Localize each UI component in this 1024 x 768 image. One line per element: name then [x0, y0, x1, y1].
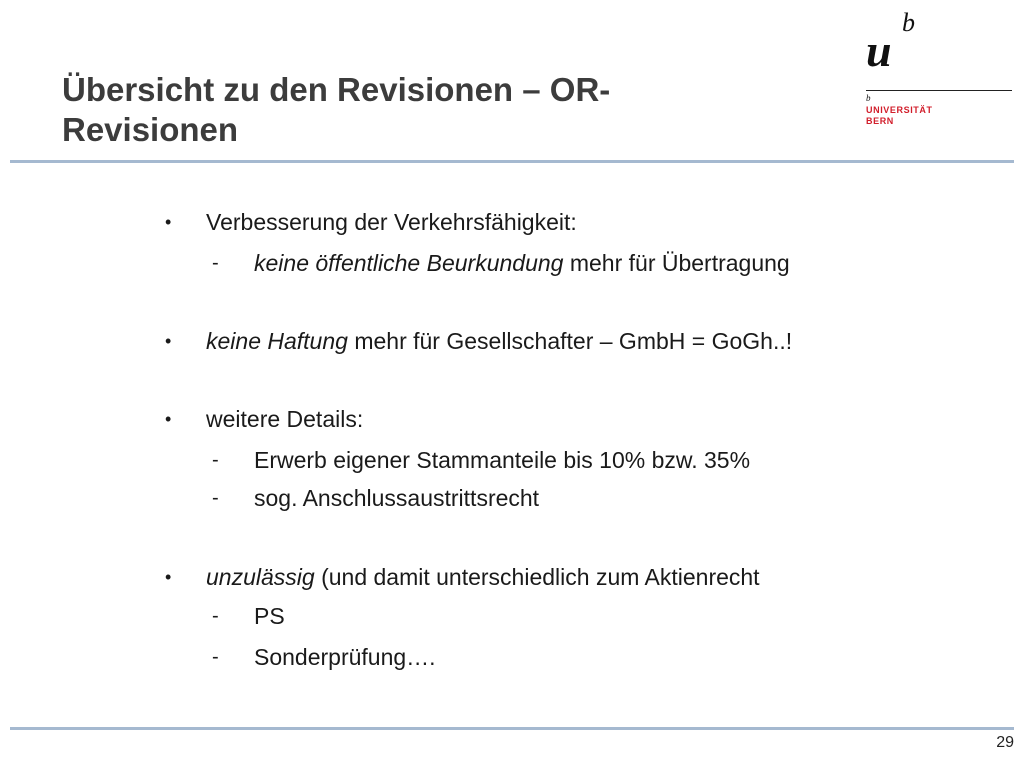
slide-title: Übersicht zu den Revisionen – OR-Revisionen: [62, 71, 611, 148]
logo-text-universitaet: UNIVERSITÄT: [866, 105, 933, 115]
logo-divider: [866, 90, 1012, 91]
dash-marker: -: [212, 605, 219, 627]
italic-phrase: keine Haftung: [206, 328, 348, 354]
logo-text-bern: BERN: [866, 116, 894, 126]
bullet-marker: •: [165, 331, 172, 351]
dash-marker: -: [212, 449, 219, 471]
bullet-rest: (und damit unterschiedlich zum Aktienrecht: [314, 564, 760, 590]
bullet-marker: •: [165, 567, 172, 587]
dash-marker: -: [212, 487, 219, 509]
bullet-marker: •: [165, 212, 172, 232]
logo-letter-b: b: [902, 8, 915, 37]
sub-item-text: sog. Anschlussaustrittsrecht: [254, 485, 540, 511]
bullet-text: [206, 326, 792, 356]
sub-item-text: [254, 248, 790, 278]
sub-item-rest: mehr für Übertragung: [563, 250, 790, 276]
university-logo: [862, 8, 1016, 128]
sub-item-text: Sonderprüfung….: [254, 644, 436, 670]
dash-marker: -: [212, 252, 219, 274]
italic-phrase: keine öffentliche Beurkundung: [254, 250, 564, 276]
footer-divider: [10, 727, 1014, 730]
header-divider: [10, 160, 1014, 163]
dash-marker: -: [212, 646, 219, 668]
bullet-text: Verbesserung der Verkehrsfähigkeit:: [206, 209, 577, 235]
bullet-marker: •: [165, 409, 172, 429]
bullet-text: [206, 562, 760, 592]
logo-small-b: b: [866, 93, 871, 103]
bullet-text: weitere Details:: [206, 406, 364, 432]
page-number: 29: [996, 734, 1014, 751]
sub-item-text: Erwerb eigener Stammanteile bis 10% bzw. 35%: [254, 447, 751, 473]
logo-letter-u: u: [866, 25, 892, 76]
sub-item-text: PS: [254, 603, 285, 629]
italic-phrase: unzulässig: [206, 564, 315, 590]
bullet-rest: mehr für Gesellschafter – GmbH = GoGh..!: [347, 328, 793, 354]
